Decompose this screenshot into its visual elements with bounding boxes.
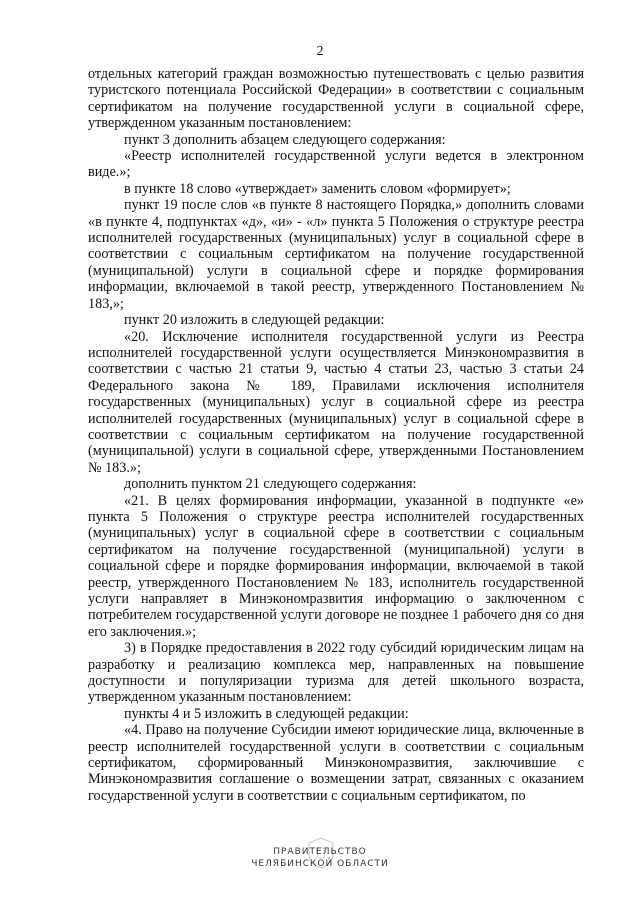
paragraph: «21. В целях формирования информации, указанной в подпункте «е» пункта 5 Положения о структуре реестра исполнителей государственных (муниципальных) услуг в социальной сфере в соответствии с социальным сертификатом на получение государственной (муниципальной) услуги в социальной сфере и порядке формирования информации, включаемой в такой реестр, утвержденного Постановлением № 183, исполнитель государственной услуги направляет в Минэкономразвития информацию о заключенном с потребителем государственной услуги договоре не позднее 1 рабочего дня со дня его заключения.»;: [88, 492, 584, 640]
paragraph: отдельных категорий граждан возможностью путешествовать с целью развития туристского потенциала Российской Федерации» в соответствии с социальным сертификатом на получение государственной услуги в социальной сфере, утвержденном указанным постановлением:: [88, 66, 584, 132]
paragraph: пункт 19 после слов «в пункте 8 настоящего Порядка,» дополнить словами «в пункте 4, подпунктах «д», «и» - «л» пункта 5 Положения о структуре реестра исполнителей государственных (муниципальных) услуг в социальной сфере в соответствии с социальным сертификатом на получение государственной (муниципальной) услуги в социальной сфере и порядке формирования информации, включаемой в такой реестр, утвержденного Постановлением № 183,»;: [88, 197, 584, 312]
document-body: [88, 66, 584, 804]
paragraph: пункты 4 и 5 изложить в следующей редакции:: [124, 705, 409, 722]
footer-line-government: ПРАВИТЕЛЬСТВО: [273, 847, 367, 857]
footer-line-region: ЧЕЛЯБИНСКОЙ ОБЛАСТИ: [251, 859, 389, 869]
paragraph: «20. Исключение исполнителя государственной услуги из Реестра исполнителей государственной услуги осуществляется Минэкономразвития в соответствии с частью 21 статьи 9, частью 4 статьи 23, частью 3 статьи 24 Федерального закона № 189, Правилами исключения исполнителя государственных (муниципальных) услуг в социальной сфере из реестра исполнителей государственных (муниципальных) услуг в социальной сфере в соответствии с социальным сертификатом на получение государственной (муниципальной) услуги в социальной сфере, утвержденными Постановлением № 183.»;: [88, 328, 584, 476]
footer-stamp: [0, 846, 640, 870]
page-number: 2: [316, 44, 324, 59]
paragraph: 3) в Порядке предоставления в 2022 году субсидий юридическим лицам на разработку и реализацию комплекса мер, направленных на повышение доступности и популяризации туризма для детей школьного возраста, утвержденном указанным постановлением:: [88, 640, 584, 706]
paragraph: пункт 20 изложить в следующей редакции:: [124, 312, 385, 329]
paragraph: дополнить пунктом 21 следующего содержания:: [124, 476, 417, 493]
paragraph: в пункте 18 слово «утверждает» заменить словом «формирует»;: [124, 180, 511, 197]
paragraph: «4. Право на получение Субсидии имеют юридические лица, включенные в реестр исполнителей государственной услуги в соответствии с социальным сертификатом, сформированный Минэкономразвития, заключившие с Минэкономразвития соглашение о возмещении затрат, связанных с оказанием государственной услуги в соответствии с социальным сертификатом, по: [88, 722, 584, 804]
paragraph: пункт 3 дополнить абзацем следующего содержания:: [124, 131, 446, 148]
paragraph: «Реестр исполнителей государственной услуги ведется в электронном виде.»;: [88, 148, 584, 181]
